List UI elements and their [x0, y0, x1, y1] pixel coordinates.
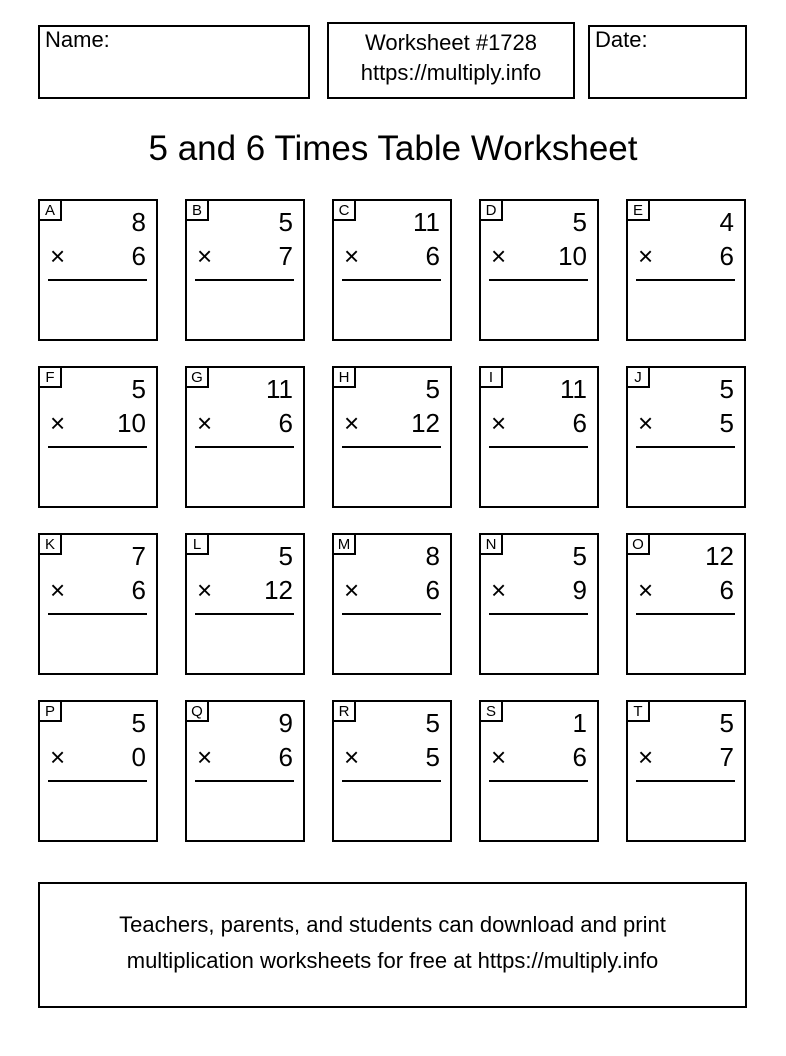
answer-space: [40, 782, 156, 840]
answer-space: [628, 448, 744, 506]
multiply-icon: ×: [50, 408, 66, 438]
multiplicand: 5: [719, 708, 734, 738]
footer-box: [38, 882, 747, 1008]
multiply-icon: ×: [197, 241, 213, 271]
problem-label: S: [479, 700, 503, 722]
problem-numbers: [491, 539, 587, 607]
problem-numbers: [638, 539, 734, 607]
multiplier: 0: [131, 742, 146, 772]
multiply-icon: ×: [344, 575, 360, 605]
problem-cell: [626, 533, 746, 675]
multiplicand: 12: [705, 541, 734, 571]
multiplier: 7: [278, 241, 293, 271]
footer-line-2: multiplication worksheets for free at https://multiply.info: [126, 948, 659, 973]
problem-cell: [185, 199, 305, 341]
multiplier: 12: [411, 408, 440, 438]
problem-numbers: [344, 539, 440, 607]
footer-line-1: Teachers, parents, and students can download and print: [119, 912, 666, 937]
multiply-icon: ×: [197, 408, 213, 438]
problem-cell: [479, 533, 599, 675]
multiplier: 5: [719, 408, 734, 438]
problem-label: C: [332, 199, 356, 221]
multiplier: 6: [719, 241, 734, 271]
multiply-icon: ×: [197, 742, 213, 772]
worksheet-url: https://multiply.info: [360, 60, 542, 85]
multiplicand: 5: [572, 541, 587, 571]
multiply-icon: ×: [491, 575, 507, 605]
problem-label: F: [38, 366, 62, 388]
multiplicand: 5: [131, 708, 146, 738]
multiplier: 12: [264, 575, 293, 605]
problem-label: A: [38, 199, 62, 221]
multiply-icon: ×: [638, 408, 654, 438]
problem-numbers: [344, 205, 440, 273]
problem-numbers: [344, 706, 440, 774]
problem-label: K: [38, 533, 62, 555]
answer-space: [628, 281, 744, 339]
multiply-icon: ×: [638, 575, 654, 605]
problem-cell: [38, 700, 158, 842]
multiplicand: 5: [425, 374, 440, 404]
answer-space: [481, 448, 597, 506]
problem-label: H: [332, 366, 356, 388]
problem-numbers: [491, 706, 587, 774]
multiplier: 10: [558, 241, 587, 271]
problem-cell: [479, 366, 599, 508]
multiplicand: 4: [719, 207, 734, 237]
multiply-icon: ×: [344, 408, 360, 438]
name-label: Name:: [45, 27, 110, 52]
problem-numbers: [638, 205, 734, 273]
problem-numbers: [491, 372, 587, 440]
problem-numbers: [197, 205, 293, 273]
problem-cell: [185, 366, 305, 508]
multiplier: 6: [425, 575, 440, 605]
problem-label: Q: [185, 700, 209, 722]
problem-numbers: [197, 372, 293, 440]
multiplier: 6: [131, 241, 146, 271]
problem-numbers: [638, 372, 734, 440]
multiplicand: 8: [425, 541, 440, 571]
multiplicand: 11: [560, 374, 587, 404]
problem-numbers: [50, 372, 146, 440]
worksheet-info-box: [327, 22, 575, 99]
answer-space: [334, 448, 450, 506]
multiplier: 5: [425, 742, 440, 772]
answer-space: [40, 448, 156, 506]
multiply-icon: ×: [50, 241, 66, 271]
answer-space: [334, 782, 450, 840]
multiplicand: 5: [131, 374, 146, 404]
multiplier: 6: [131, 575, 146, 605]
multiplier: 6: [572, 408, 587, 438]
answer-space: [187, 782, 303, 840]
multiplicand: 5: [719, 374, 734, 404]
multiply-icon: ×: [491, 241, 507, 271]
multiply-icon: ×: [50, 575, 66, 605]
multiply-icon: ×: [197, 575, 213, 605]
multiplicand: 5: [278, 541, 293, 571]
problem-cell: [479, 700, 599, 842]
answer-space: [334, 281, 450, 339]
problem-label: D: [479, 199, 503, 221]
answer-space: [187, 615, 303, 673]
multiplicand: 5: [425, 708, 440, 738]
problem-cell: [626, 199, 746, 341]
multiplier: 6: [278, 408, 293, 438]
answer-space: [481, 615, 597, 673]
page-title: 5 and 6 Times Table Worksheet: [148, 129, 638, 168]
multiplier: 6: [719, 575, 734, 605]
multiplicand: 1: [572, 708, 587, 738]
name-box: [38, 25, 310, 99]
problem-cell: [38, 366, 158, 508]
multiplicand: 5: [278, 207, 293, 237]
multiplier: 7: [719, 742, 734, 772]
problem-label: O: [626, 533, 650, 555]
problem-label: B: [185, 199, 209, 221]
multiplier: 10: [117, 408, 146, 438]
answer-space: [40, 281, 156, 339]
problem-label: J: [626, 366, 650, 388]
problem-numbers: [50, 539, 146, 607]
problem-label: E: [626, 199, 650, 221]
problem-cell: [626, 700, 746, 842]
problem-numbers: [197, 539, 293, 607]
problem-cell: [185, 700, 305, 842]
problem-cell: [332, 533, 452, 675]
problem-cell: [185, 533, 305, 675]
problem-label: R: [332, 700, 356, 722]
multiply-icon: ×: [491, 408, 507, 438]
problems-grid: [38, 199, 746, 842]
problem-cell: [38, 199, 158, 341]
multiply-icon: ×: [50, 742, 66, 772]
answer-space: [334, 615, 450, 673]
multiply-icon: ×: [344, 241, 360, 271]
multiplier: 6: [278, 742, 293, 772]
multiply-icon: ×: [638, 742, 654, 772]
problem-numbers: [491, 205, 587, 273]
multiplier: 6: [572, 742, 587, 772]
problem-cell: [479, 199, 599, 341]
multiplicand: 5: [572, 207, 587, 237]
date-box: [588, 25, 747, 99]
problem-label: M: [332, 533, 356, 555]
problem-numbers: [50, 706, 146, 774]
multiplier: 9: [572, 575, 587, 605]
date-label: Date:: [595, 27, 648, 52]
problem-numbers: [344, 372, 440, 440]
multiply-icon: ×: [344, 742, 360, 772]
problem-cell: [38, 533, 158, 675]
multiply-icon: ×: [491, 742, 507, 772]
answer-space: [187, 448, 303, 506]
problem-label: I: [479, 366, 503, 388]
answer-space: [628, 782, 744, 840]
multiplicand: 11: [413, 207, 440, 237]
multiplicand: 7: [131, 541, 146, 571]
problem-numbers: [197, 706, 293, 774]
answer-space: [628, 615, 744, 673]
multiplier: 6: [425, 241, 440, 271]
multiply-icon: ×: [638, 241, 654, 271]
problem-label: T: [626, 700, 650, 722]
problem-label: G: [185, 366, 209, 388]
problem-cell: [332, 700, 452, 842]
answer-space: [187, 281, 303, 339]
multiplicand: 11: [266, 374, 293, 404]
problem-label: N: [479, 533, 503, 555]
worksheet-number: Worksheet #1728: [364, 30, 538, 55]
problem-numbers: [50, 205, 146, 273]
answer-space: [481, 782, 597, 840]
multiplicand: 9: [278, 708, 293, 738]
problem-cell: [332, 366, 452, 508]
answer-space: [481, 281, 597, 339]
problem-numbers: [638, 706, 734, 774]
answer-space: [40, 615, 156, 673]
problem-cell: [332, 199, 452, 341]
problem-label: P: [38, 700, 62, 722]
problem-label: L: [185, 533, 209, 555]
problem-cell: [626, 366, 746, 508]
multiplicand: 8: [131, 207, 146, 237]
